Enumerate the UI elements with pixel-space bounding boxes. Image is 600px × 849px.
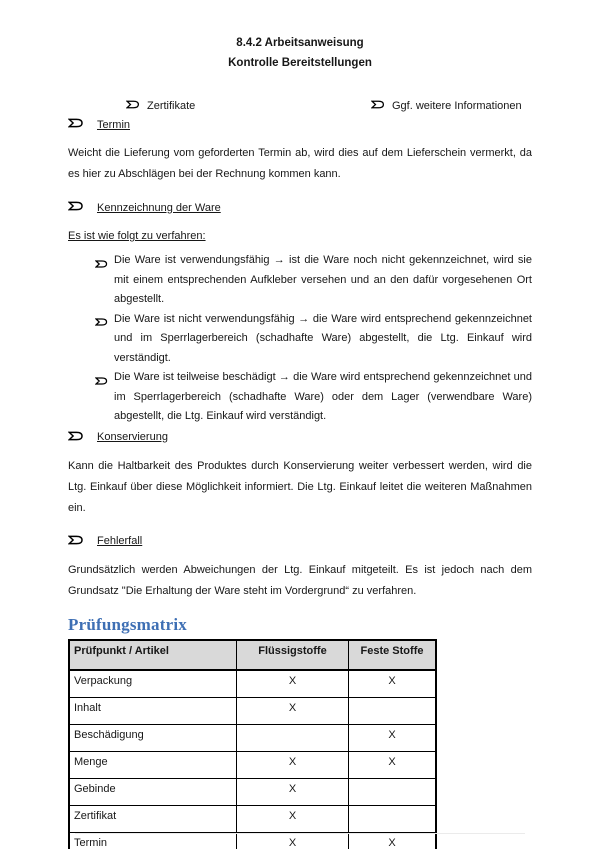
section-heading-label: Kennzeichnung der Ware [97,201,221,214]
section-heading-label: Fehlerfall [97,535,143,547]
table-row [69,670,436,698]
section-heading-label: Konservierung [97,431,168,443]
cell-feste-stoffe [349,697,437,724]
cell-fluessigstoffe: X [237,697,349,724]
section-heading-fehlerfall [68,534,532,549]
section-heading-konservierung [68,430,532,445]
cell-feste-stoffe [349,778,437,805]
cell-fluessigstoffe: X [237,832,349,849]
flag-pennant-icon [68,534,85,549]
list-item-label: Zertifikate [147,100,196,112]
row-label: Beschädigung [69,724,237,751]
list-item-text: Die Ware ist nicht verwendungsfähig → die Ware wird entsprechend gekennzeichnet und im Sperrlagerbereich (schadhafte Ware) abgestellt, die Ltg. Einkauf wird verständigt. [114,312,532,364]
table-row [69,697,436,724]
row-label: Verpackung [69,670,237,698]
cell-feste-stoffe: X [349,724,437,751]
column-header-pruefpunkt: Prüfpunkt / Artikel [69,640,237,670]
cell-feste-stoffe [349,805,437,832]
cell-fluessigstoffe: X [237,778,349,805]
column-header-fluessigstoffe: Flüssigstoffe [237,640,349,670]
flag-pennant-icon [68,200,85,215]
section-heading-kennzeichnung [68,200,532,215]
row-label: Termin [69,832,237,849]
list-item-text: Die Ware ist verwendungsfähig → ist die Ware noch nicht gekennzeichnet, wird sie mit einem entsprechenden Aufkleber versehen und an den dafür vorgesehenen Ort abgestellt. [114,254,532,305]
cell-fluessigstoffe [237,724,349,751]
pruefungsmatrix-table [68,639,437,849]
paragraph-fehlerfall: Grundsätzlich werden Abweichungen der Ltg. Einkauf mitgeteilt. Es ist jedoch nach dem Grundsatz "Die Erhaltung der Ware steht im Vordergrund“ zu verfahren. [68,563,532,597]
row-label: Inhalt [69,697,237,724]
flag-pennant-icon [126,99,141,113]
document-title [68,33,532,73]
table-row [69,778,436,805]
flag-pennant-icon [68,117,85,132]
procedure-bullet-list [68,251,532,427]
table-header-row [69,640,436,670]
cell-feste-stoffe: X [349,670,437,698]
row-label: Gebinde [69,778,237,805]
table-row [69,724,436,751]
paragraph-termin: Weicht die Lieferung vom geforderten Termin ab, wird dies auf dem Lieferschein vermerkt, da es hier zu Abschlägen bei der Rechnung kommen kann. [68,147,532,180]
list-item-text: Die Ware ist teilweise beschädigt → die Ware wird entsprechend gekennzeichnet und im Sperrlagerbereich (schadhafte Ware) oder dem Lager (verwendbare Ware) abgestellt, die Ltg. Einkauf wird verständigt. [114,371,532,422]
table-row [69,751,436,778]
cell-fluessigstoffe: X [237,751,349,778]
list-item-label: Ggf. weitere Informationen [392,100,522,112]
footer-divider [75,833,525,834]
flag-pennant-icon [95,314,109,368]
list-item [68,251,532,310]
flag-pennant-icon [68,430,85,445]
cell-fluessigstoffe: X [237,670,349,698]
flag-pennant-icon [95,373,109,427]
list-item-zertifikate [126,99,195,113]
cell-fluessigstoffe: X [237,805,349,832]
title-line-1: 8.4.2 Arbeitsanweisung [236,37,364,49]
section-heading-termin [68,117,532,132]
matrix-heading: Prüfungsmatrix [68,614,187,634]
flag-pennant-icon [95,256,109,310]
title-line-2: Kontrolle Bereitstellungen [228,57,372,69]
list-item-weitere-informationen [371,99,522,113]
cell-feste-stoffe: X [349,832,437,849]
list-item [68,310,532,369]
column-header-feste-stoffe: Feste Stoffe [349,640,437,670]
row-label: Zertifikat [69,805,237,832]
cell-feste-stoffe: X [349,751,437,778]
flag-pennant-icon [371,99,386,113]
top-bullet-row [68,99,532,114]
list-item [68,368,532,427]
table-row [69,805,436,832]
row-label: Menge [69,751,237,778]
section-heading-label: Termin [97,118,131,131]
table-row [69,832,436,849]
procedure-intro: Es ist wie folgt zu verfahren: [68,230,206,242]
paragraph-konservierung: Kann die Haltbarkeit des Produktes durch Konservierung weiter verbessert werden, wird die Ltg. Einkauf über diese Möglichkeit informiert. Die Ltg. Einkauf leitet die weiteren Maßnahmen ein. [68,459,532,514]
